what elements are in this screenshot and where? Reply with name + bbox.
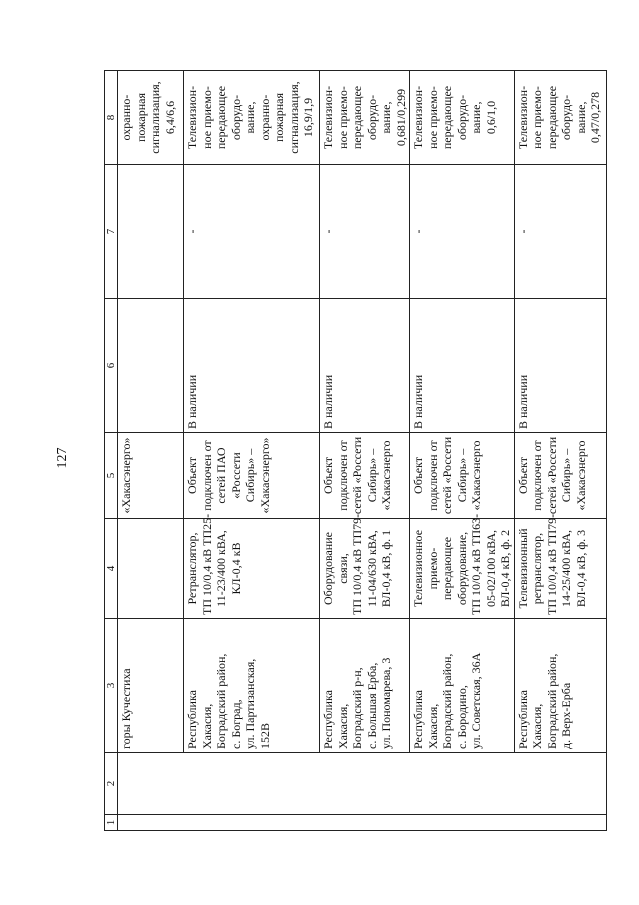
cell-line: «Хакасэнерго (469, 440, 483, 511)
cell-line: Телевизион- (185, 85, 199, 150)
cell-text: - (321, 229, 335, 234)
cell-line: Хакасия, (199, 703, 214, 749)
cell-line: вание, (469, 101, 483, 134)
cell-line: с. Боград, (228, 699, 243, 749)
cell-line: ТП 10/0,4 кВ ТП63- (469, 513, 483, 615)
cell-line: Боградский район, (214, 653, 228, 749)
cell-line: 6,4/6,6 (162, 100, 177, 135)
column-header: 1 (105, 815, 118, 831)
cell-line: ул. Партизанская, (243, 658, 257, 749)
cell-line: ВЛ-0,4 кВ, ф. 1 (379, 529, 393, 608)
cell-line: ул. Советская, 36А (469, 652, 483, 749)
cell-line: 0,6/1,0 (483, 100, 498, 135)
cell-line: «Хакасэнерго» (257, 437, 272, 514)
cell-line: передающее (440, 536, 454, 601)
cell-col8 (118, 71, 184, 165)
cell-line: пожарная (272, 93, 286, 143)
cell-line: Сибирь» – (243, 448, 257, 503)
cell-line: «Хакасэнерго (379, 440, 393, 511)
cell-col6 (514, 299, 606, 433)
cell-line: сетей «Россети (350, 436, 364, 515)
cell-col3 (410, 619, 515, 753)
cell-line: подключен от (425, 440, 440, 511)
column-header: 5 (105, 433, 118, 519)
cell-col8 (184, 71, 320, 165)
cell-line: Телевизионное (411, 529, 425, 608)
column-header: 2 (105, 753, 118, 815)
cell-col7 (118, 165, 184, 299)
cell-col4 (410, 513, 515, 619)
column-header: 8 (105, 71, 118, 165)
cell-line: передающее (544, 85, 559, 150)
cell-line: с. Бородино, (454, 685, 469, 749)
cell-text: В наличии (185, 374, 199, 429)
cell-text: В наличии (321, 374, 335, 429)
cell-line: Республика (515, 690, 530, 749)
cell-line: охранно- (119, 94, 133, 141)
cell-line: Боградский район, (440, 653, 454, 749)
cell-line: оборудо- (454, 94, 469, 141)
cell-text: В наличии (411, 374, 425, 429)
cell-line: оборудо- (364, 94, 379, 141)
cell-line: Республика (185, 690, 199, 749)
cell-line: сигнализация, (286, 81, 301, 154)
cell-line: сетей ПАО (214, 447, 228, 504)
cell-col3 (184, 619, 320, 753)
cell-line: ТП 10/0,4 кВ ТП79- (350, 513, 364, 615)
cell-line: 11-23/400 кВА, (214, 530, 228, 607)
cell-col5 (514, 433, 606, 519)
cell-line: 0,47/0,278 (588, 91, 602, 144)
cell-line: Телевизион- (411, 85, 425, 150)
cell-col3: горы Кучестиха (118, 619, 184, 753)
page-number: 127 (55, 447, 70, 469)
cell-line: Республика (321, 690, 335, 749)
cell-line: оборудо- (228, 94, 243, 141)
column-header: 6 (105, 299, 118, 433)
column-header: 3 (105, 619, 118, 753)
cell-line: оборудо- (559, 94, 573, 141)
cell-col7 (410, 165, 515, 299)
cell-line: Хакасия, (530, 703, 544, 749)
cell-col5: «Хакасэнерго» (118, 433, 184, 519)
cell-line: «Хакасэнерго (573, 440, 588, 511)
cell-line: Объект (185, 457, 199, 494)
cell-col4 (320, 513, 410, 619)
cell-line: Хакасия, (335, 703, 350, 749)
cell-line: ТП 10/0,4 кВ ТП25- (199, 513, 214, 615)
cell-col4 (184, 513, 320, 619)
cell-line: Хакасия, (425, 703, 440, 749)
cell-line: 0,681/0,299 (393, 88, 408, 147)
cell-text: - (515, 229, 530, 234)
cell-line: вание, (379, 101, 393, 134)
cell-col3 (320, 619, 410, 753)
cell-line: сетей «Россети (544, 436, 559, 515)
cell-line: Телевизионный (515, 528, 530, 609)
cell-line: Боградский р-н, (350, 667, 364, 749)
cell-line: подключен от (199, 440, 214, 511)
cell-line: ул. Пономарева, 3 (379, 657, 393, 749)
cell-line: пожарная (133, 93, 148, 143)
cell-line: подключен от (335, 440, 350, 511)
cell-line: с. Большая Ерба, (364, 662, 379, 749)
cell-col8 (320, 71, 410, 165)
cell-line: ное приемо- (335, 86, 350, 149)
header-row (105, 71, 118, 831)
cell-line: ное приемо- (199, 86, 214, 149)
cell-line: 152В (257, 722, 272, 749)
cell-col4 (118, 519, 184, 619)
cell-line: ное приемо- (425, 86, 440, 149)
table-row (184, 71, 320, 831)
cell-line: Сибирь» – (559, 448, 573, 503)
cell-col7 (514, 165, 606, 299)
cell-line: ТП 10/0,4 кВ ТП79- (544, 513, 559, 615)
table-row (410, 71, 515, 831)
cell-col6 (320, 299, 410, 433)
cell-col1 (118, 815, 607, 831)
cell-col7 (320, 165, 410, 299)
cell-col6 (410, 299, 515, 433)
cell-line: передающее (350, 85, 364, 150)
data-table (104, 70, 607, 831)
cell-col5 (184, 433, 320, 519)
cell-line: 16,9/1,9 (301, 97, 315, 138)
cell-line: передающее (440, 85, 454, 150)
cell-line: оборудование, (454, 531, 469, 606)
cell-line: ВЛ-0,4 кВ, ф. 3 (573, 529, 588, 608)
table-row (514, 71, 606, 831)
cell-line: вание, (243, 101, 257, 134)
cell-col4 (514, 513, 606, 619)
cell-col8 (514, 71, 606, 165)
cell-line: вание, (573, 101, 588, 134)
cell-col2 (118, 753, 607, 815)
table-row (118, 71, 184, 831)
cell-col3 (514, 619, 606, 753)
cell-col5 (410, 433, 515, 519)
cell-line: Ретранслятор, (185, 532, 199, 605)
cell-line: Боградский район, (544, 653, 559, 749)
cell-line: «Россети (228, 452, 243, 499)
column-header: 4 (105, 519, 118, 619)
cell-line: Сибирь» – (364, 448, 379, 503)
cell-line: Телевизион- (321, 85, 335, 150)
cell-line: приемо- (425, 547, 440, 590)
cell-line: 05-02/100 кВА, (483, 529, 498, 608)
cell-col8 (410, 71, 515, 165)
cell-line: Оборудование (321, 532, 335, 605)
cell-line: КЛ-0,4 кВ (228, 542, 243, 595)
cell-line: ретранслятор, (530, 532, 544, 605)
cell-col5 (320, 433, 410, 519)
cell-line: Сибирь» – (454, 448, 469, 503)
cell-line: ВЛ-0,4 кВ, ф. 2 (498, 529, 512, 608)
cell-line: Объект (515, 457, 530, 494)
cell-line: 11-04/630 кВА, (364, 530, 379, 607)
cell-line: д. Верх-Ерба (559, 682, 573, 749)
cell-line: связи, (335, 553, 350, 584)
cell-line: Объект (411, 457, 425, 494)
cell-line: передающее (214, 85, 228, 150)
cell-text: - (185, 229, 199, 234)
cell-text: - (411, 229, 425, 234)
cell-line: подключен от (530, 440, 544, 511)
column-header: 7 (105, 165, 118, 299)
cell-line: охранно- (257, 94, 272, 141)
cell-col7 (184, 165, 320, 299)
cell-line: Телевизион- (515, 85, 530, 150)
cell-line: сигнализация, (148, 81, 162, 154)
cell-col6 (118, 299, 184, 433)
cell-line: Республика (411, 690, 425, 749)
cell-line: ное приемо- (530, 86, 544, 149)
cell-line: сетей «Россети (440, 436, 454, 515)
rotated-table-container (104, 71, 602, 831)
cell-text: В наличии (515, 374, 530, 429)
cell-col6 (184, 299, 320, 433)
cell-line: 14-25/400 кВА, (559, 529, 573, 608)
cell-line: Объект (321, 457, 335, 494)
table-row (320, 71, 410, 831)
